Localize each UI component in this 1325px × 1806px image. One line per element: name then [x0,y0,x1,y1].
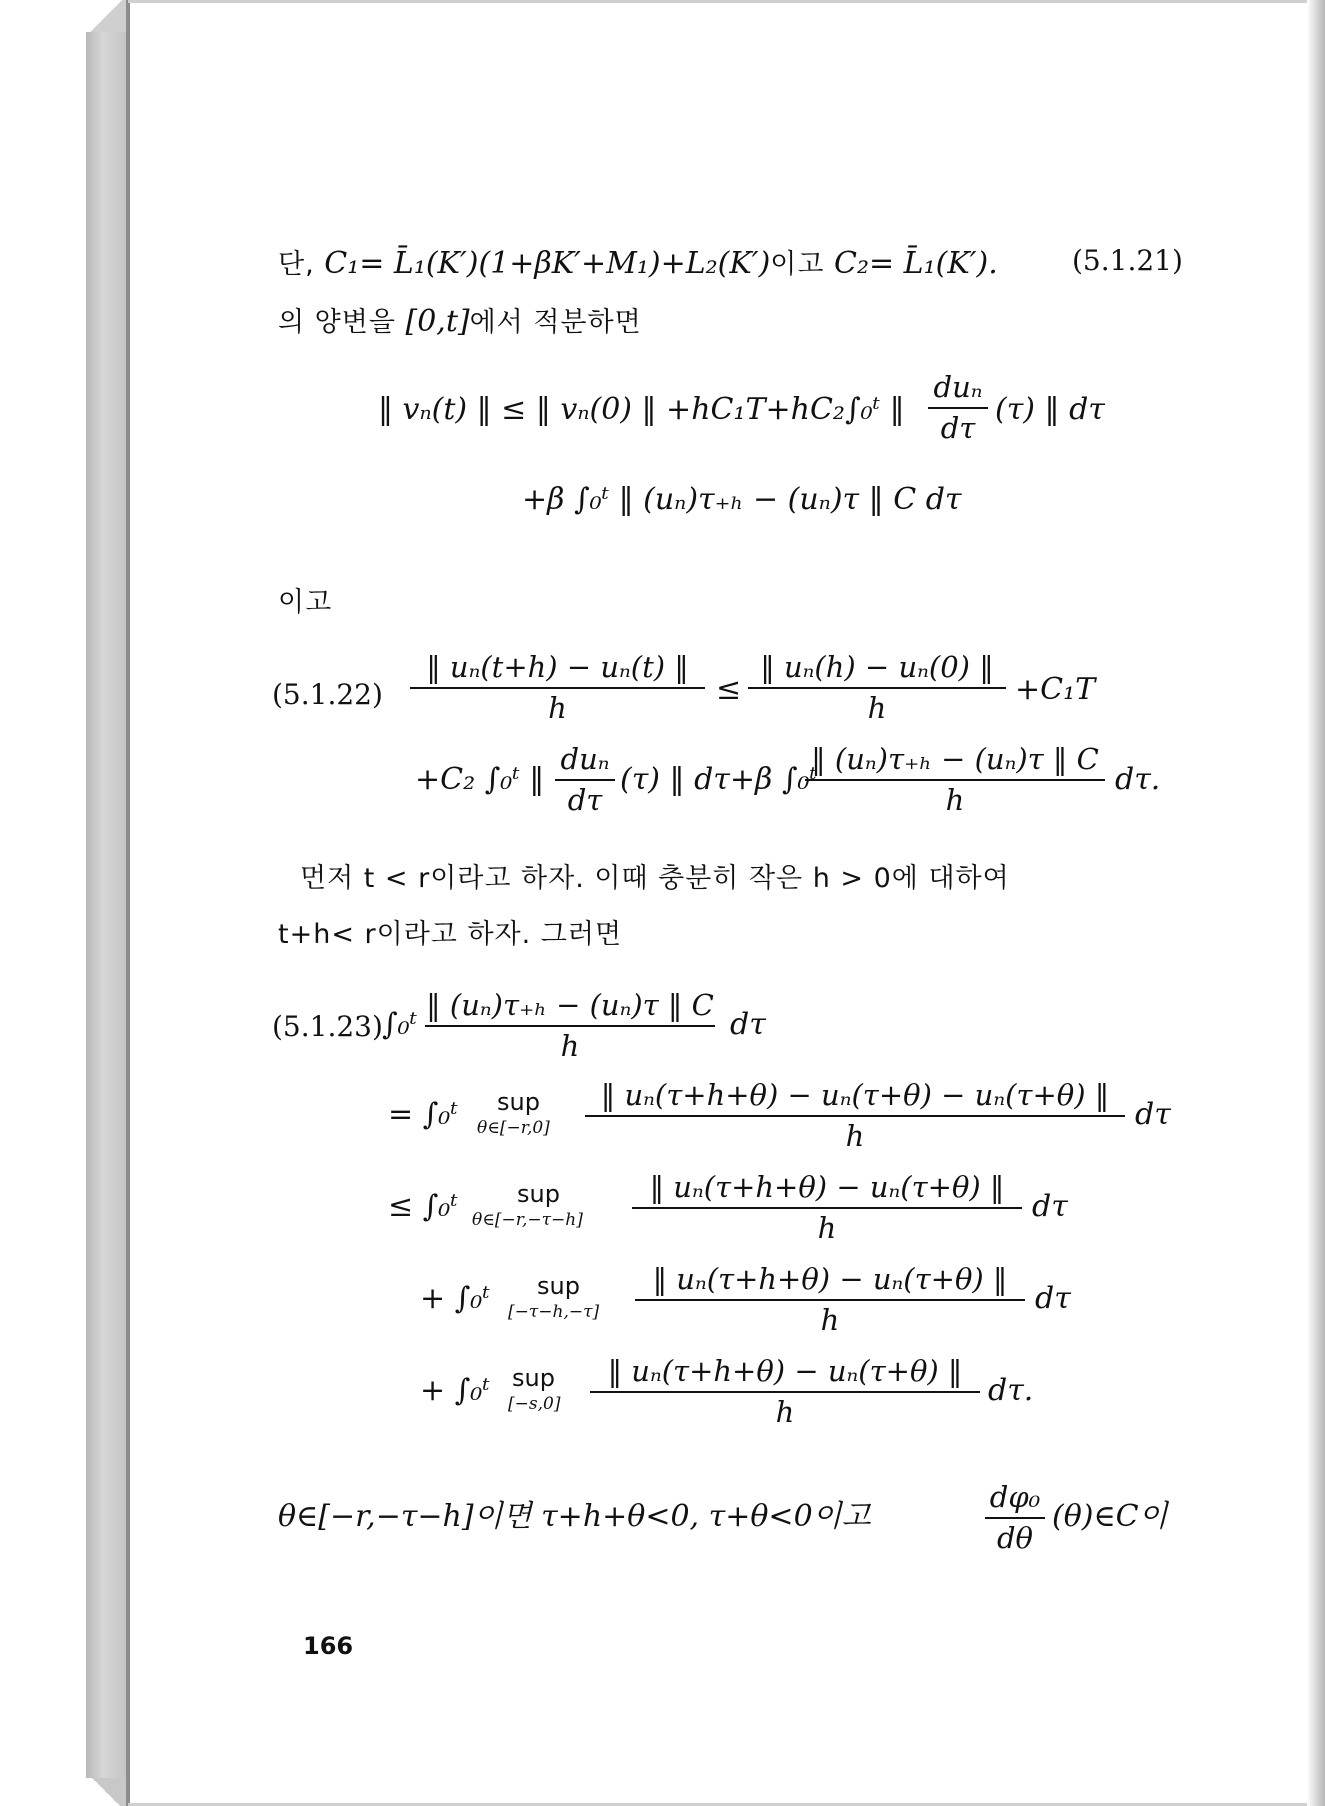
fraction-bar [555,779,615,781]
fraction-denominator: dτ [940,410,976,445]
eq1-fraction [928,370,988,446]
eq22-line2-b: (τ) ‖ dτ+β ∫₀ᵗ [620,762,817,797]
fraction-bar [590,1391,980,1393]
fraction-numerator: ‖ uₙ(h) − uₙ(0) ‖ [760,650,994,684]
text-run: 단, [278,249,325,280]
paragraph-1-line-2 [278,300,642,339]
row2-fraction [632,1170,1022,1246]
last-line-a: θ∈[−r,−τ−h]이면 τ+h+θ<0, τ+θ<0이고 [278,1499,871,1534]
eq22-fraction-1 [410,650,705,726]
row3-fraction [635,1262,1025,1338]
paragraph-2-line-2: t+h< r이라고 하자. 그러면 [278,919,623,950]
row2-dtau: dτ [1032,1189,1068,1224]
row4-fraction [590,1354,980,1430]
page-border-top [128,0,1307,3]
spine-edge [126,0,130,1806]
fraction-denominator: h [817,1210,837,1245]
eq22-label: (5.1.22) [272,678,383,711]
eq1-integral: ∫₀ᵗ ‖ [845,392,905,427]
page-right-shadow [1307,0,1325,1806]
row1-sup-subscript: θ∈[−r,0] [477,1118,550,1138]
row2-sup: sup [517,1180,560,1208]
paragraph-2-line-1: 먼저 t < r이라고 하자. 이때 충분히 작은 h > 0에 대하여 [300,863,1010,894]
eq22-line2-fraction-1 [555,742,615,818]
math-c2-definition: C₂= L̄₁(K′). [834,246,998,281]
row2-op: ≤ ∫₀ᵗ [388,1189,458,1224]
fraction-numerator: ‖ uₙ(τ+h+θ) − uₙ(τ+θ) ‖ [607,1354,963,1388]
fraction-numerator: ‖ uₙ(t+h) − uₙ(t) ‖ [426,650,689,684]
row1-fraction [585,1078,1125,1154]
eq1-line-2: +β ∫₀ᵗ ‖ (uₙ)τ₊ₕ − (uₙ)τ ‖ C dτ [522,482,962,517]
fraction-bar [748,687,1006,689]
fraction-denominator: h [560,1028,580,1063]
math-interval: [0,t] [405,304,470,339]
fraction-bar [805,779,1105,781]
eq1-lhs: ‖ vₙ(t) ‖ ≤ ‖ vₙ(0) ‖ +hC₁T+hC₂ [378,392,845,427]
fraction-denominator: h [945,782,965,817]
row4-sup: sup [512,1364,555,1392]
row1-sup: sup [497,1088,540,1116]
eq22-le: ≤ [716,672,742,707]
row3-sup-subscript: [−τ−h,−τ] [508,1302,600,1322]
row3-dtau: dτ [1035,1281,1071,1316]
text-run: 의 양변을 [278,307,406,338]
math-c1-definition: C₁= L̄₁(K′)(1+βK′+M₁)+L₂(K′) [324,246,771,281]
book-spine [86,0,128,1806]
text-run: 에서 적분하면 [469,307,642,338]
page-fold-bottom [86,1778,126,1806]
paragraph-1-line-1 [278,242,998,281]
fraction-bar [585,1115,1125,1117]
fraction-bar [928,407,988,409]
row4-sup-subscript: [−s,0] [508,1394,561,1414]
eq23-fraction [425,988,715,1064]
fraction-denominator: h [548,690,567,725]
last-line-fraction [985,1480,1045,1556]
fraction-numerator: ‖ (uₙ)τ₊ₕ − (uₙ)τ ‖ C [426,988,714,1022]
row4-dtau: dτ. [988,1373,1034,1408]
fraction-denominator: h [775,1394,795,1429]
equation-ref: (5.1.21) [1072,244,1183,277]
fraction-bar [985,1517,1045,1519]
row1-dtau: dτ [1135,1097,1171,1132]
fraction-denominator: dθ [996,1520,1034,1555]
row3-sup: sup [537,1272,580,1300]
fraction-numerator: ‖ uₙ(τ+h+θ) − uₙ(τ+θ) − uₙ(τ+θ) ‖ [600,1078,1110,1112]
row3-op: + ∫₀ᵗ [420,1281,490,1316]
fraction-denominator: dτ [567,782,603,817]
fraction-numerator: duₙ [560,742,610,776]
fraction-denominator: h [845,1118,865,1153]
eq22-tail: +C₁T [1015,672,1096,707]
fraction-denominator: h [867,690,887,725]
eq23-dtau: dτ [730,1007,766,1042]
fraction-bar [425,1025,715,1027]
eq22-line2-fraction-2 [805,742,1105,818]
eq22-line2-a: +C₂ ∫₀ᵗ ‖ [415,762,545,797]
fraction-bar [632,1207,1022,1209]
row4-op: + ∫₀ᵗ [420,1373,490,1408]
fraction-bar [410,687,705,689]
eq22-line2-tail: dτ. [1115,762,1161,797]
fraction-numerator: ‖ uₙ(τ+h+θ) − uₙ(τ+θ) ‖ [652,1262,1008,1296]
fraction-numerator: ‖ (uₙ)τ₊ₕ − (uₙ)τ ‖ C [811,742,1099,776]
row1-op: = ∫₀ᵗ [388,1097,458,1132]
last-line-b: (θ)∈C이 [1052,1499,1168,1534]
page-fold-top [86,0,126,32]
eq23-integral: ∫₀ᵗ [382,1007,418,1042]
page-number: 166 [303,1632,354,1660]
eq1-tail: (τ) ‖ dτ [995,392,1105,427]
eq23-label: (5.1.23) [272,1010,383,1043]
row2-sup-subscript: θ∈[−r,−τ−h] [472,1210,583,1230]
fraction-numerator: duₙ [933,370,983,404]
connector-text: 이고 [278,587,333,618]
fraction-denominator: h [820,1302,840,1337]
text-run: 이고 [770,249,835,280]
fraction-bar [635,1299,1025,1301]
eq22-fraction-2 [748,650,1006,726]
fraction-numerator: ‖ uₙ(τ+h+θ) − uₙ(τ+θ) ‖ [649,1170,1005,1204]
fraction-numerator: dφ₀ [989,1480,1041,1514]
